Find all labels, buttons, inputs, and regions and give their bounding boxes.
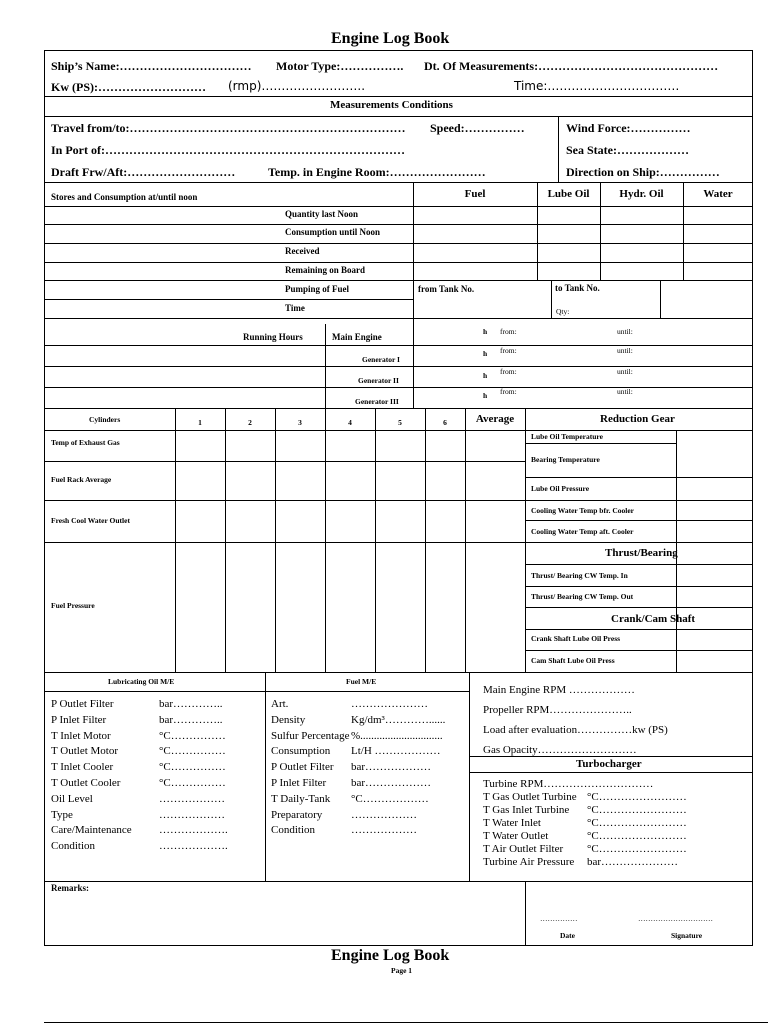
lube-oil-value-field[interactable]: °C……………	[159, 745, 226, 758]
thrust-bearing-heading: Thrust/Bearing	[605, 547, 678, 559]
divider	[44, 224, 753, 225]
kw-field[interactable]: Kw (PS):………………………	[51, 80, 206, 94]
divider	[469, 772, 753, 773]
cylinder-number: 4	[348, 418, 352, 427]
lube-oil-label: Condition	[51, 840, 96, 853]
turbo-label: T Air Outlet Filter	[483, 843, 564, 855]
until-label: until:	[617, 346, 633, 355]
fuel-me-label: Consumption	[271, 745, 331, 758]
reduction-row-label: Bearing Temperature	[531, 455, 600, 464]
gas-opacity-field[interactable]: Gas Opacity………………………	[483, 744, 637, 756]
cylinder-number: 6	[443, 418, 447, 427]
lube-oil-value-field[interactable]: °C……………	[159, 761, 226, 774]
divider	[325, 408, 326, 672]
engine-room-temp-field[interactable]: Temp. in Engine Room:……………………	[268, 165, 486, 179]
time-field[interactable]: Time:……………………………	[514, 79, 680, 93]
divider	[525, 564, 753, 565]
divider	[525, 520, 753, 521]
from-label: from:	[500, 346, 517, 355]
fuel-me-label: Art.	[271, 698, 289, 710]
divider	[325, 366, 753, 367]
thrust-row-label: Thrust/ Bearing CW Temp. In	[531, 571, 628, 580]
divider	[275, 408, 276, 672]
divider	[525, 430, 753, 431]
divider	[525, 586, 753, 587]
lube-oil-label: Type	[51, 808, 73, 821]
divider	[558, 116, 559, 182]
remarks-label: Remarks:	[51, 883, 89, 893]
fuel-me-value-field[interactable]: %..............................	[351, 729, 443, 742]
signature-line[interactable]: …………………………	[638, 914, 713, 923]
conditions-heading: Measurements Conditions	[330, 99, 453, 111]
divider	[44, 500, 525, 501]
fuel-me-label: P Outlet Filter	[271, 761, 334, 774]
lube-oil-value-field[interactable]: °C……………	[159, 777, 226, 789]
lube-oil-value-field[interactable]: bar…………..	[159, 713, 223, 726]
main-engine-rpm-field[interactable]: Main Engine RPM ………………	[483, 684, 635, 696]
lube-oil-label: T Inlet Motor	[51, 729, 111, 742]
turbo-value-field[interactable]: °C……………………	[587, 843, 687, 855]
generator-label: Generator II	[358, 376, 399, 385]
fuel-me-label: Preparatory	[271, 808, 323, 821]
footer-title: Engine Log Book	[331, 947, 450, 964]
lube-oil-value-field[interactable]: bar…………..	[159, 698, 223, 710]
divider	[44, 206, 753, 207]
fuel-me-value-field[interactable]: …………………	[351, 698, 428, 710]
average-heading: Average	[475, 413, 515, 425]
divider	[413, 182, 414, 318]
divider	[525, 650, 753, 651]
page-title: Engine Log Book	[331, 30, 450, 47]
fuel-me-value-field[interactable]: bar………………	[351, 777, 432, 789]
divider	[525, 881, 526, 946]
fuel-me-label: Condition	[271, 824, 316, 837]
reduction-row-label: Lube Oil Pressure	[531, 484, 590, 493]
wind-force-field[interactable]: Wind Force:……………	[566, 121, 691, 135]
divider	[44, 182, 753, 183]
reduction-gear-heading: Reduction Gear	[600, 413, 675, 425]
travel-field[interactable]: Travel from/to:……………………………………………………………	[51, 121, 406, 135]
divider	[525, 408, 526, 672]
divider	[551, 280, 552, 318]
turbo-value-field[interactable]: °C……………………	[587, 817, 687, 829]
generator-label: Generator III	[355, 397, 399, 406]
divider	[469, 672, 470, 881]
divider	[325, 387, 753, 388]
date-label: Date	[560, 931, 575, 940]
lube-oil-label: T Outlet Cooler	[51, 777, 121, 789]
stores-col-fuel: Fuel	[464, 188, 486, 200]
from-tank-label: from Tank No.	[418, 284, 475, 294]
divider	[44, 408, 753, 409]
reduction-row-label: Cooling Water Temp bfr. Cooler	[531, 506, 634, 515]
thrust-row-label: Thrust/ Bearing CW Temp. Out	[531, 592, 634, 601]
hours-unit: h	[483, 391, 488, 400]
until-label: until:	[617, 327, 633, 336]
cylinder-row-label: Fuel Rack Average	[51, 475, 112, 484]
speed-field[interactable]: Speed:……………	[430, 121, 525, 135]
crank-row-label: Cam Shaft Lube Oil Press	[531, 656, 615, 665]
from-label: from:	[500, 367, 517, 376]
qty-label: Qty:	[556, 307, 570, 316]
divider	[525, 477, 753, 478]
stores-col-lube-oil: Lube Oil	[547, 188, 590, 200]
signature-label: Signature	[671, 931, 703, 940]
fuel-me-heading: Fuel M/E	[346, 677, 377, 686]
divider	[465, 408, 466, 672]
fuel-me-label: P Inlet Filter	[271, 777, 327, 789]
turbo-label: T Water Outlet	[483, 830, 549, 842]
reduction-row-label: Lube Oil Temperature	[531, 432, 603, 441]
crank-cam-heading: Crank/Cam Shaft	[611, 613, 696, 625]
hours-unit: h	[483, 349, 488, 358]
ship-name-field[interactable]: Ship’s Name:……………………………	[51, 59, 252, 73]
port-field[interactable]: In Port of:…………………………………………………………………	[51, 143, 405, 157]
fuel-me-value-field[interactable]: ………………	[351, 824, 417, 837]
turbine-rpm-field[interactable]: Turbine RPM…………………………	[483, 778, 654, 790]
divider	[44, 542, 525, 543]
lube-oil-label: Care/Maintenance	[51, 824, 132, 837]
lube-oil-value-field[interactable]: ……………….	[159, 840, 228, 853]
rmp-field[interactable]: (rmp)……………………..	[228, 79, 366, 93]
running-hours-label: Running Hours	[243, 332, 303, 342]
turbo-value-field[interactable]: bar…………………	[587, 856, 679, 868]
cylinders-heading: Cylinders	[89, 415, 121, 424]
lube-oil-value-field[interactable]: ………………	[159, 792, 225, 805]
divider	[44, 430, 525, 431]
stores-row-label: Remaining on Board	[285, 265, 366, 275]
fuel-me-value-field[interactable]: °C………………	[351, 792, 429, 805]
stores-row-label: Quantity last Noon	[285, 209, 359, 219]
divider	[44, 96, 753, 97]
until-label: until:	[617, 367, 633, 376]
divider	[469, 756, 753, 757]
turbo-label: T Gas Inlet Turbine	[483, 804, 570, 816]
cylinder-number: 5	[398, 418, 402, 427]
main-engine-label: Main Engine	[332, 332, 382, 342]
propeller-rpm-field[interactable]: Propeller RPM…………………..	[483, 704, 632, 716]
motor-type-field[interactable]: Motor Type:…………….	[276, 59, 404, 73]
divider	[44, 691, 469, 692]
cylinder-row-label: Fuel Pressure	[51, 601, 95, 610]
draft-field[interactable]: Draft Frw/Aft:………………………	[51, 165, 236, 179]
fuel-me-value-field[interactable]: Lt/H ………………	[351, 745, 441, 758]
turbo-label: T Gas Outlet Turbine	[483, 791, 577, 803]
divider	[413, 318, 414, 408]
stores-row-label: Consumption until Noon	[285, 227, 381, 237]
crank-row-label: Crank Shaft Lube Oil Press	[531, 634, 621, 643]
sea-state-field[interactable]: Sea State:………………	[566, 143, 689, 157]
measurement-date-field[interactable]: Dt. Of Measurements:………………………………………	[424, 59, 719, 73]
cylinder-row-label: Temp of Exhaust Gas	[51, 438, 120, 447]
page-number: Page 1	[391, 966, 413, 975]
lube-oil-label: P Inlet Filter	[51, 713, 107, 726]
fuel-me-label: Density	[271, 713, 306, 726]
divider	[525, 629, 753, 630]
divider	[44, 345, 753, 346]
from-label: from:	[500, 327, 517, 336]
divider	[44, 366, 325, 367]
lube-oil-label: T Outlet Motor	[51, 745, 119, 758]
stores-col-water: Water	[703, 188, 733, 200]
lube-oil-value-field[interactable]: °C……………	[159, 729, 226, 742]
to-tank-label: to Tank No.	[555, 283, 600, 293]
lube-oil-label: T Inlet Cooler	[51, 761, 114, 774]
generator-label: Generator I	[362, 355, 400, 364]
pumping-label: Pumping of Fuel	[285, 284, 350, 294]
lube-oil-label: Oil Level	[51, 792, 93, 805]
divider	[175, 408, 176, 672]
turbocharger-heading: Turbocharger	[576, 758, 642, 770]
fuel-me-value-field[interactable]: ………………	[351, 808, 417, 821]
stores-col-hydr-oil: Hydr. Oil	[619, 188, 664, 200]
turbo-value-field[interactable]: °C……………………	[587, 791, 687, 803]
divider	[44, 243, 753, 244]
divider	[660, 280, 661, 318]
divider	[44, 672, 753, 673]
lube-oil-value-field[interactable]: ………………	[159, 808, 225, 821]
divider	[44, 280, 753, 281]
divider	[525, 607, 753, 608]
turbo-value-field[interactable]: °C……………………	[587, 804, 687, 816]
divider	[44, 262, 753, 263]
turbo-label: Turbine Air Pressure	[483, 856, 575, 868]
page-bottom-rule	[44, 1022, 768, 1023]
divider	[265, 672, 266, 881]
stores-heading: Stores and Consumption at/until noon	[51, 192, 198, 202]
divider	[425, 408, 426, 672]
hours-unit: h	[483, 327, 488, 336]
cylinder-number: 3	[298, 418, 302, 427]
reduction-row-label: Cooling Water Temp aft. Cooler	[531, 527, 634, 536]
date-line[interactable]: ……………	[540, 914, 578, 923]
until-label: until:	[617, 387, 633, 396]
fuel-me-value-field[interactable]: Kg/dm³…………......	[351, 713, 446, 726]
divider	[225, 408, 226, 672]
cylinder-number: 1	[198, 418, 202, 427]
cylinder-number: 2	[248, 418, 252, 427]
divider	[525, 542, 753, 543]
lube-oil-heading: Lubricating Oil M/E	[108, 677, 175, 686]
fuel-me-value-field[interactable]: bar………………	[351, 761, 432, 774]
lube-oil-value-field[interactable]: ……………….	[159, 824, 228, 837]
divider	[44, 318, 753, 319]
fuel-me-label: T Daily-Tank	[271, 792, 331, 805]
from-label: from:	[500, 387, 517, 396]
divider	[44, 881, 753, 882]
cylinder-row-label: Fresh Cool Water Outlet	[51, 516, 130, 525]
turbo-label: T Water Inlet	[483, 817, 541, 829]
divider	[44, 461, 525, 462]
direction-field[interactable]: Direction on Ship:……………	[566, 165, 720, 179]
divider	[44, 116, 753, 117]
lube-oil-label: P Outlet Filter	[51, 698, 114, 710]
divider	[375, 408, 376, 672]
pumping-time-label: Time	[285, 303, 305, 313]
divider	[525, 443, 676, 444]
turbo-value-field[interactable]: °C……………………	[587, 830, 687, 842]
divider	[44, 299, 413, 300]
hours-unit: h	[483, 371, 488, 380]
divider	[44, 387, 325, 388]
load-evaluation-field[interactable]: Load after evaluation……………kw (PS)	[483, 724, 668, 736]
divider	[525, 500, 753, 501]
stores-row-label: Received	[285, 246, 320, 256]
fuel-me-label: Sulfur Percentage	[271, 729, 350, 742]
